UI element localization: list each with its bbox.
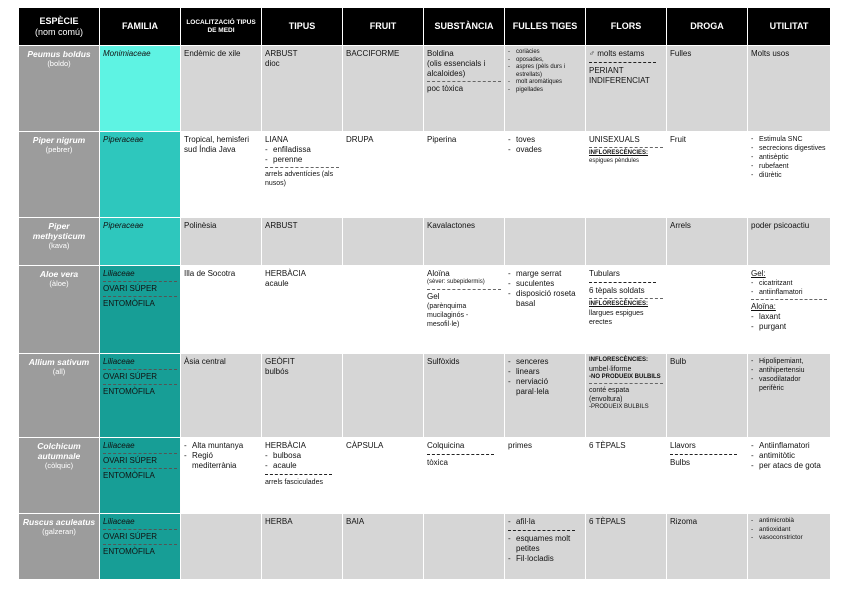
leaves-cell: - afil·la - esquames molt petites - Fil·locladis <box>505 514 586 580</box>
type-cell: HERBÀCIA - bulbosa - acaule arrels fasciculades <box>262 438 343 514</box>
drug-cell: Fruit <box>667 132 748 218</box>
location-cell: Polinèsia <box>181 218 262 266</box>
fruit-cell: DRUPA <box>343 132 424 218</box>
species-cell: Piper nigrum (pebrer) <box>19 132 100 218</box>
leaves-cell: - toves - ovades <box>505 132 586 218</box>
family-cell: Monimiaceae <box>100 46 181 132</box>
substance-cell: Piperina <box>424 132 505 218</box>
table-row <box>19 266 831 354</box>
drug-cell: Rizoma <box>667 514 748 580</box>
location-cell: Àsia central <box>181 354 262 438</box>
family-cell: Liliaceae OVARI SÚPER ENTOMÒFILA <box>100 438 181 514</box>
utility-cell: - Estimula SNC - secrecions digestives - antisèptic - rubefaent - diürètic <box>748 132 831 218</box>
fruit-cell <box>343 266 424 354</box>
header-droga: DROGA <box>667 8 748 46</box>
species-cell: Allium sativum (all) <box>19 354 100 438</box>
flowers-cell: 6 TÈPALS <box>586 514 667 580</box>
family-cell: Liliaceae OVARI SÚPER ENTOMÒFILA <box>100 266 181 354</box>
fruit-cell <box>343 354 424 438</box>
header-row <box>19 8 831 46</box>
type-cell: ARBUST dioc <box>262 46 343 132</box>
utility-cell: - antimicrobià - antioxidant - vasoconstrictor <box>748 514 831 580</box>
location-cell: Endèmic de xile <box>181 46 262 132</box>
header-substancia: SUBSTÀNCIA <box>424 8 505 46</box>
flowers-cell: UNISEXUALS INFLORESCÈNCIES: espigues pèndules <box>586 132 667 218</box>
species-table-wrapper <box>18 7 830 580</box>
table-row <box>19 354 831 438</box>
table-row <box>19 218 831 266</box>
fruit-cell: BAIA <box>343 514 424 580</box>
location-cell: Tropical, hemisferi sud Índia Java <box>181 132 262 218</box>
type-cell: ARBUST <box>262 218 343 266</box>
species-cell: Aloe vera (àloe) <box>19 266 100 354</box>
leaves-cell: - senceres - linears - nerviació paral·lela <box>505 354 586 438</box>
header-familia: FAMILIA <box>100 8 181 46</box>
species-table <box>18 7 831 580</box>
type-cell: LIANA - enfiladissa - perenne arrels adventícies (als nusos) <box>262 132 343 218</box>
header-fruit: FRUIT <box>343 8 424 46</box>
substance-cell <box>424 514 505 580</box>
family-cell: Liliaceae OVARI SÚPER ENTOMÒFILA <box>100 354 181 438</box>
species-cell: Ruscus aculeatus (galzeran) <box>19 514 100 580</box>
leaves-cell <box>505 218 586 266</box>
species-cell: Colchicum autumnale (còlquic) <box>19 438 100 514</box>
table-row <box>19 46 831 132</box>
fruit-cell <box>343 218 424 266</box>
fruit-cell: CÀPSULA <box>343 438 424 514</box>
species-cell: Peumus boldus (boldo) <box>19 46 100 132</box>
utility-cell: Molts usos <box>748 46 831 132</box>
location-cell: Illa de Socotra <box>181 266 262 354</box>
location-cell: - Alta muntanya - Regió mediterrània <box>181 438 262 514</box>
flowers-cell <box>586 218 667 266</box>
substance-cell: Kavalactones <box>424 218 505 266</box>
header-fulles: FULLES TIGES <box>505 8 586 46</box>
utility-cell: poder psicoactiu <box>748 218 831 266</box>
utility-cell: - Hipolipemiant, - antihipertensiu - vasodilatador perifèric <box>748 354 831 438</box>
type-cell: HERBA <box>262 514 343 580</box>
header-utilitat: UTILITAT <box>748 8 831 46</box>
substance-cell: Boldina (olis essencials i alcaloides) poc tòxica <box>424 46 505 132</box>
substance-cell: Colquicina tòxica <box>424 438 505 514</box>
flowers-cell: 6 TÈPALS <box>586 438 667 514</box>
leaves-cell: primes <box>505 438 586 514</box>
leaves-cell: - coriàcies - oposades, - aspres (pèls durs i estrellats) - molt aromàtiques - pigellades <box>505 46 586 132</box>
flowers-cell: Tubulars 6 tèpals soldats INFLORESCÈNCIES: llargues espigues erectes <box>586 266 667 354</box>
header-localitzacio: LOCALITZACIÓ TIPUS DE MEDI <box>181 8 262 46</box>
leaves-cell: - marge serrat - suculentes - disposició roseta basal <box>505 266 586 354</box>
drug-cell <box>667 266 748 354</box>
family-cell: Piperaceae <box>100 132 181 218</box>
header-especie: ESPÈCIE (nom comú) <box>19 8 100 46</box>
substance-cell: Aloïna (sèver: subepidermis) Gel (parènquima mucilaginós - mesofil·le) <box>424 266 505 354</box>
species-cell: Piper methysticum (kava) <box>19 218 100 266</box>
header-flors: FLORS <box>586 8 667 46</box>
drug-cell: Fulles <box>667 46 748 132</box>
location-cell <box>181 514 262 580</box>
table-row <box>19 438 831 514</box>
utility-cell: Gel: - cicatritzant - antiinflamatori Aloïna: - laxant - purgant <box>748 266 831 354</box>
family-cell: Liliaceae OVARI SÚPER ENTOMÒFILA <box>100 514 181 580</box>
family-cell: Piperaceae <box>100 218 181 266</box>
substance-cell: Sulfòxids <box>424 354 505 438</box>
flowers-cell: ♂ molts estams PERIANT INDIFERENCIAT <box>586 46 667 132</box>
flowers-cell: INFLORESCÈNCIES: umbel·liforme -NO PRODUEIX BULBILS conté espata (envoltura) -PRODUEIX BULBILS <box>586 354 667 438</box>
utility-cell: - Antiinflamatori - antimitòtic - per atacs de gota <box>748 438 831 514</box>
fruit-cell: BACCIFORME <box>343 46 424 132</box>
type-cell: HERBÀCIA acaule <box>262 266 343 354</box>
drug-cell: Arrels <box>667 218 748 266</box>
drug-cell: Llavors Bulbs <box>667 438 748 514</box>
drug-cell: Bulb <box>667 354 748 438</box>
header-tipus: TIPUS <box>262 8 343 46</box>
table-row <box>19 514 831 580</box>
table-row <box>19 132 831 218</box>
type-cell: GEÒFIT bulbós <box>262 354 343 438</box>
